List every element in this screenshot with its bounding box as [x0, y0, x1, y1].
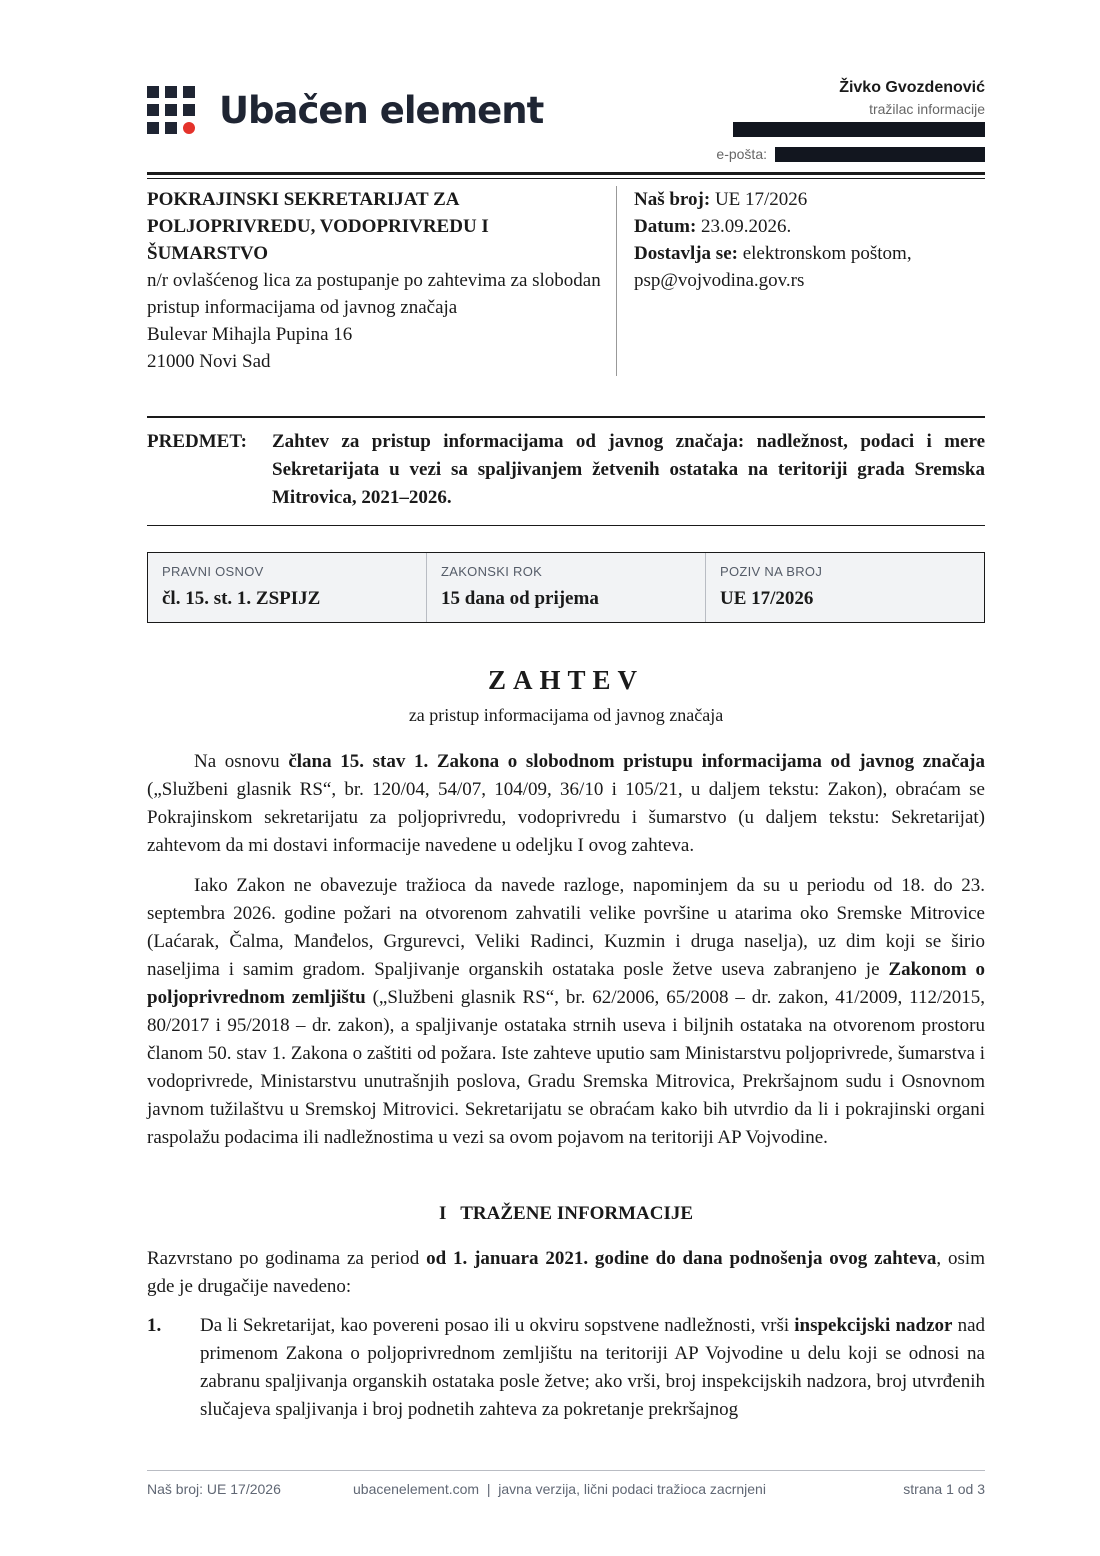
- address-divider: [616, 186, 617, 376]
- header-rule: [147, 172, 985, 175]
- recipient-org-line: ŠUMARSTVO: [147, 243, 269, 264]
- requester-name: Živko Gvozdenović: [839, 79, 985, 96]
- list-item-text: Da li Sekretarijat, kao povereni posao ili u okviru sopstvene nadležnosti, vrši inspekcijski nadzor nad primenom Zakona o poljoprivrednom zemljištu na teritoriji AP Vojvodine u delu koji se odnosi na zabranu spaljivanja organskih ostataka posle žetve; ako vrši, broj inspekcijskih nadzora, broj utvrđenih slučajeva spaljivanja i broj podnetih zahteva za pokretanje prekršajnog: [200, 1315, 985, 1420]
- requester-role: tražilac informacije: [869, 101, 985, 117]
- section-intro: Razvrstano po godinama za period od 1. januara 2021. godine do dana podnošenja ovog zahteva, osim gde je drugačije navedeno:: [147, 1248, 985, 1297]
- info-cell-deadline: ZAKONSKI ROK 15 dana od prijema: [427, 553, 706, 622]
- document-subtitle: za pristup informacijama od javnog značaja: [408, 705, 724, 725]
- list-item-number: 1.: [147, 1315, 162, 1336]
- subject-label: PREDMET:: [147, 431, 247, 452]
- section-heading: I TRAŽENE INFORMACIJE: [438, 1203, 694, 1224]
- recipient-org-line: POKRAJINSKI SEKRETARIJAT ZA: [147, 189, 460, 210]
- logo-grid-icon: [147, 86, 195, 134]
- redacted-email: [775, 147, 985, 162]
- footer-ref: Naš broj: UE 17/2026: [147, 1481, 281, 1497]
- info-box: [147, 552, 985, 623]
- info-cell-legal-basis: PRAVNI OSNOV čl. 15. st. 1. ZSPIJZ: [148, 553, 427, 622]
- document-meta: [634, 186, 985, 294]
- redacted-address: [733, 122, 985, 137]
- footer-site: ubacenelement.com | javna verzija, lični podaci tražioca zacrnjeni: [353, 1481, 766, 1497]
- subject-rule-top: [147, 416, 985, 418]
- page-footer: [147, 1481, 985, 1497]
- meta-ref: Naš broj: UE 17/2026: [634, 189, 808, 210]
- logo-text: Ubačen element: [219, 88, 544, 132]
- list-item: [147, 1312, 985, 1424]
- info-cell-reference: POZIV NA BROJ UE 17/2026: [720, 564, 823, 609]
- recipient-org-line: POLJOPRIVREDU, VODOPRIVREDU I: [147, 216, 489, 237]
- subject-rule-bottom: [147, 525, 985, 526]
- document-title: ZAHTEV: [487, 665, 645, 695]
- paragraph-1: Na osnovu člana 15. stav 1. Zakona o slobodnom pristupu informacijama od javnog značaja („Službeni glasnik RS“, br. 120/04, 54/07, 104/09, 36/10 i 105/21, u daljem tekstu: Zakon), obraćam se Pokrajinskom sekretarijatu za poljoprivredu, vodoprivredu i šumarstvo (u daljem tekstu: Sekretarijat) zahtevom da mi dostavi informacije navedene u odeljku I ovog zahteva.: [147, 751, 985, 856]
- footer-rule: [147, 1470, 985, 1471]
- recipient-attn: n/r ovlašćenog lica za postupanje po zahtevima za slobodan pristup informacijama od javnog značaja: [147, 270, 601, 318]
- requester-email-row: [716, 145, 985, 163]
- paragraph-2: Iako Zakon ne obavezuje tražioca da navede razloge, napominjem da su u periodu od 18. do 23. septembra 2026. godine požari na otvorenom zahvatili velike površine u atarima oko Sremske Mitrovice (Laćarak, Čalma, Manđelos, Grgurevci, Veliki Radinci, Kuzmin i druga naselja), uz dim koji se širio naseljima i samim gradom. Spaljivanje organskih ostataka posle žetve useva zabranjeno je Zakonom o poljoprivrednom zemljištu („Službeni glasnik RS“, br. 62/2006, 65/2008 – dr. zakon, 41/2009, 112/2015, 80/2017 i 95/2018 – dr. zakon), a spaljivanje ostataka strnih useva i biljnih ostataka na otvorenom prostoru članom 50. stav 1. Zakona o zaštiti od požara. Iste zahteve uputio sam Ministarstvu poljoprivrede, šumarstva i vodoprivrede, Ministarstvu unutrašnjih poslova, Gradu Sremska Mitrovica, Prekršajnom sudu i Osnovnom javnom tužilaštvu u Sremskoj Mitrovici. Sekretarijatu se obraćam kako bih utvrdio da li i pokrajinski organi raspolažu podacima ili nadležnostima u vezi sa ovom pojavom na teritoriji AP Vojvodine.: [147, 875, 985, 1148]
- document-header: [147, 78, 985, 170]
- footer-page: strana 1 od 3: [903, 1481, 985, 1497]
- meta-delivery: Dostavlja se: elektronskom poštom, psp@vojvodina.gov.rs: [634, 243, 912, 291]
- recipient-address: [147, 186, 607, 375]
- logo: [147, 86, 543, 134]
- meta-date: Datum: 23.09.2026.: [634, 216, 792, 237]
- requester-block: [716, 78, 985, 163]
- recipient-street: Bulevar Mihajla Pupina 16: [147, 324, 353, 345]
- header-rule-thin: [147, 178, 985, 179]
- subject: [147, 428, 985, 512]
- recipient-city: 21000 Novi Sad: [147, 351, 271, 372]
- email-label: e-pošta:: [716, 146, 767, 162]
- subject-text: Zahtev za pristup informacijama od javnog značaja: nadležnost, podaci i mere Sekretarijata u vezi sa spaljivanjem žetvenih ostataka na teritoriji grada Sremska Mitrovica, 2021–2026.: [272, 431, 985, 508]
